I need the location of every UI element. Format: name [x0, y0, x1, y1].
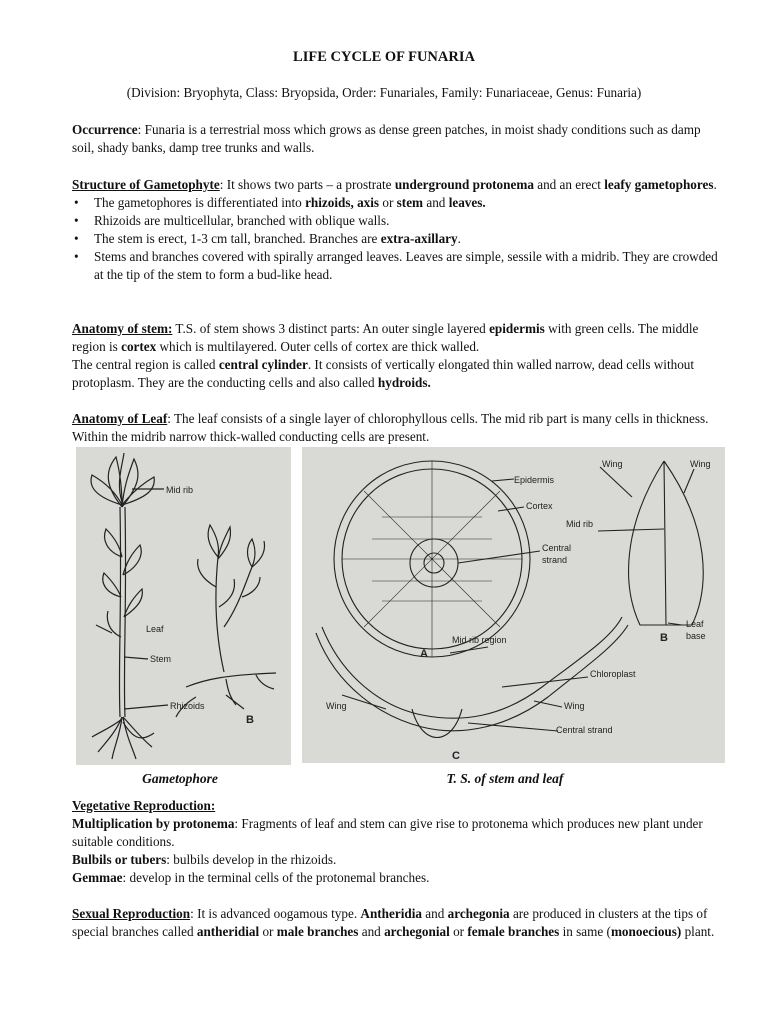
- ts-drawing: [302, 447, 725, 763]
- stem-text: which is multilayered. Outer cells of cortex are thick walled.: [156, 339, 480, 354]
- leaf-base-label-2: base: [686, 631, 706, 641]
- sexual-section: [72, 905, 722, 941]
- leaf-text: : The leaf consists of a single layer of chlorophyllous cells. The mid rib part is many cells in thickness. Within the midrib narrow thick-walled conducting cells are present.: [72, 411, 709, 444]
- vegetative-bold: Multiplication by protonema: [72, 816, 235, 831]
- classification-line: (Division: Bryophyta, Class: Bryopsida, Order: Funariales, Family: Funariaceae, Genus: Funaria): [126, 85, 642, 100]
- sexual-text: and: [358, 924, 385, 939]
- gametophyte-bold: underground protonema: [394, 177, 534, 192]
- vegetative-bold: Bulbils or tubers: [72, 852, 167, 867]
- list-item: [72, 248, 722, 284]
- stem-bold: hydroids.: [377, 375, 431, 390]
- stem-bold: central cylinder: [218, 357, 308, 372]
- gametophyte-bullets: [72, 194, 722, 284]
- strand-label: strand: [542, 555, 568, 565]
- vegetative-bold: Gemmae: [72, 870, 123, 885]
- cortex-label: Cortex: [526, 501, 553, 511]
- bullet-text: .: [457, 231, 461, 246]
- midrib-region-label: Mid rib region: [452, 635, 507, 645]
- sexual-bold: male branches: [276, 924, 359, 939]
- stem-text: The central region is called: [72, 357, 219, 372]
- epidermis-label: Epidermis: [514, 475, 555, 485]
- vegetative-text: : Fragments of leaf and stem can give rise to protonema which produces new plant under suitable conditions.: [72, 816, 703, 849]
- page-title: LIFE CYCLE OF FUNARIA: [293, 49, 475, 65]
- bullet-text: Stems and branches covered with spirally arranged leaves. Leaves are simple, sessile with a midrib. They are crowded at the tip of the stem to form a bud-like head.: [94, 249, 718, 282]
- sexual-text: and: [421, 906, 448, 921]
- sexual-bold: archegonial: [384, 924, 450, 939]
- leaf-heading: Anatomy of Leaf: [72, 411, 168, 426]
- stem-bold: epidermis: [489, 321, 545, 336]
- occurrence-paragraph: [72, 121, 722, 157]
- gametophyte-text: : It shows two parts – a prostrate: [219, 177, 395, 192]
- leaf-midrib-label: Mid rib: [566, 519, 594, 529]
- gametophyte-heading: Structure of Gametophyte: [72, 177, 220, 192]
- leaf-wing-right-label: Wing: [690, 459, 711, 469]
- midrib-label: Mid rib: [166, 485, 194, 495]
- figure-a-label: A: [420, 648, 428, 660]
- rhizoids-label: Rhizoids: [170, 701, 205, 711]
- central-label: Central: [542, 543, 572, 553]
- sexual-text: in same (: [559, 924, 611, 939]
- chloroplast-label: Chloroplast: [590, 669, 636, 679]
- leaf-anatomy-paragraph: [72, 410, 722, 446]
- leaf-wing-left-label: Wing: [602, 459, 623, 469]
- leaf-base-label-1: Leaf: [686, 619, 704, 629]
- bullet-text: The stem is erect, 1-3 cm tall, branched. Branches are: [94, 231, 381, 246]
- central-strand-label: Central strand: [556, 725, 613, 735]
- stem-bold: cortex: [121, 339, 157, 354]
- bullet-text: and: [423, 195, 449, 210]
- list-item: [72, 194, 722, 212]
- list-item: [72, 212, 722, 230]
- stem-label: Stem: [150, 654, 172, 664]
- gametophyte-text: .: [713, 177, 717, 192]
- figure-b-label: B: [246, 714, 254, 726]
- occurrence-text: : Funaria is a terrestrial moss which grows as dense green patches, in moist shady conditions such as damp soil, shady banks, damp tree trunks and walls.: [72, 122, 701, 155]
- figure-c-label: C: [452, 750, 460, 762]
- sexual-text: are produced in clusters at the tips of special branches called: [72, 906, 708, 939]
- vegetative-section: [72, 797, 722, 887]
- wing-left-label: Wing: [326, 701, 347, 711]
- stem-text: T.S. of stem shows 3 distinct parts: An outer single layered: [172, 321, 490, 336]
- stem-anatomy-paragraph: [72, 320, 722, 392]
- bullet-bold: extra-axillary: [380, 231, 458, 246]
- stem-text: with green cells. The middle region is: [72, 321, 699, 354]
- sexual-bold: Antheridia: [360, 906, 422, 921]
- stem-heading: Anatomy of stem:: [72, 321, 173, 336]
- gametophore-figure: [76, 447, 291, 765]
- ts-stem-leaf-figure: [302, 447, 725, 763]
- stem-text: . It consists of vertically elongated thin walled narrow, dead cells without protoplasm. They are the conducting cells and also called: [72, 357, 695, 390]
- leaf-label: Leaf: [146, 624, 164, 634]
- bullet-text: Rhizoids are multicellular, branched with oblique walls.: [94, 213, 390, 228]
- gametophore-drawing: [76, 447, 291, 765]
- bullet-bold: rhizoids, axis: [305, 195, 380, 210]
- sexual-text: : It is advanced oogamous type.: [190, 906, 361, 921]
- sexual-bold: female branches: [467, 924, 560, 939]
- gametophore-caption: Gametophore: [142, 771, 218, 786]
- gametophyte-text: and an erect: [533, 177, 605, 192]
- vegetative-p1: [72, 815, 722, 851]
- gametophyte-intro: [72, 176, 722, 194]
- vegetative-text: : bulbils develop in the rhizoids.: [166, 852, 337, 867]
- vegetative-heading: Vegetative Reproduction:: [72, 798, 216, 813]
- ts-caption: T. S. of stem and leaf: [446, 771, 564, 786]
- gametophyte-bold: leafy gametophores: [604, 177, 714, 192]
- sexual-bold: monoecious): [610, 924, 682, 939]
- sexual-bold: antheridial: [196, 924, 260, 939]
- vegetative-p3: [72, 869, 722, 887]
- sexual-heading: Sexual Reproduction: [72, 906, 191, 921]
- occurrence-heading: Occurrence: [72, 122, 138, 137]
- sexual-text: plant.: [681, 924, 715, 939]
- bullet-text: The gametophores is differentiated into: [94, 195, 306, 210]
- bullet-text: or: [379, 195, 397, 210]
- sexual-bold: archegonia: [447, 906, 510, 921]
- figure-b2-label: B: [660, 632, 668, 644]
- bullet-bold: stem: [396, 195, 424, 210]
- vegetative-text: : develop in the terminal cells of the protonemal branches.: [122, 870, 430, 885]
- bullet-bold: leaves.: [448, 195, 486, 210]
- vegetative-p2: [72, 851, 722, 869]
- sexual-text: or: [259, 924, 277, 939]
- gametophyte-section: [72, 176, 722, 284]
- sexual-text: or: [449, 924, 468, 939]
- wing-label: Wing: [564, 701, 585, 711]
- list-item: [72, 230, 722, 248]
